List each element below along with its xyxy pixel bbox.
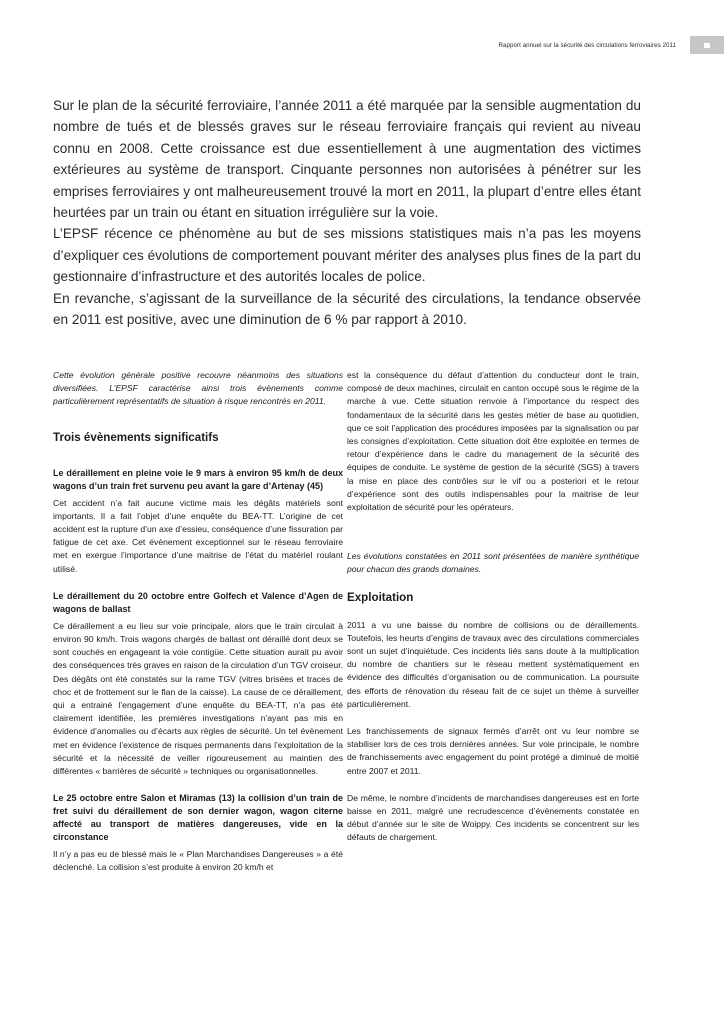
exploitation-paragraph: Les franchissements de signaux fermés d’arrêt ont vu leur nombre se stabiliser lors de ces trois dernières années. Sur voie principale, le nombre de franchissements avec engagement du point protégé a diminué de moitié entre 2007 et 2011. [347,726,639,776]
event-3-title: Le 25 octobre entre Salon et Miramas (13) la collision d’un train de fret suivi du déraillement de son dernier wagon, wagon citerne affecté au transport de matières dangereuses, vide en la circonstance [53,793,343,843]
running-header [498,36,724,54]
event-3-body: Il n’y a pas eu de blessé mais le « Plan Marchandises Dangereuses » a été déclenché. La collision s’est produite à environ 20 km/h et [53,849,343,873]
page-number [704,43,710,48]
intro-text [53,95,641,330]
left-lead: Cette évolution générale positive recouvre néanmoins des situations diversifiées. L’EPSF caractérise ainsi trois évènements comme particulièrement représentatifs de situation à risque rencontrés en 2011. [53,370,343,407]
section-title-exploitation: Exploitation [347,590,414,604]
right-lead: Les évolutions constatées en 2011 sont présentées de manière synthétique pour chacun des grands domaines. [347,551,639,575]
event-2-title: Le déraillement du 20 octobre entre Golfech et Valence d’Agen de wagons de ballast [53,590,343,614]
intro-paragraph: En revanche, s’agissant de la surveillance de la sécurité des circulations, la tendance observée en 2011 est positive, avec une diminution de 6 % par rapport à 2010. [53,290,641,328]
event-1-body: Cet accident n’a fait aucune victime mais les dégâts matériels sont importants. Il a fait l’objet d’une enquête du BEA-TT. L’origine de cet accident est la rupture d’un axe d’essieu, conséquence d’une fissuration par fatigue de cet axe. Cet évènement exceptionnel sur le réseau ferroviaire met en exergue l’importance d’une maitrise de l’état du matériel roulant utilisé. [53,497,343,574]
event-3-continuation: est la conséquence du défaut d’attention du conducteur dont le train, composé de deux machines, circulait en canton occupé sous le régime de la marche à vue. Cette situation renvoie à l’importance du respect des fondamentaux de la sécurité dans les gestes métier de base au quotidien, que ce soit l’application des procédures imposées par la signalisation ou par les consignes d’exploitation. Cette situation doit être exploitée en termes de retour d’expérience dans le cadre du management de la sécurité des équipes de conduite. Le système de gestion de la sécurité (SGS) à travers la mise en place des contrôles sur le vif ou a posteriori et le retour d’expérience sont des outils indispensables pour la maitrise de leur exploitation de sécurité pour les opérateurs. [347,370,639,513]
event-2-body: Ce déraillement a eu lieu sur voie principale, alors que le train circulait à environ 90 km/h. Trois wagons chargés de ballast ont déraillé dont deux se sont couchés en engageant la voie contigüe. Cette situation aurait pu avoir des conséquences très graves en raison de la circulation d’un TGV croiseur. Des dégâts ont été constatés sur la rame TGV (vitres brisées et traces de choc et de frottement sur le flan de la caisse). La cause de ce déraillement, qui a entrainé l’engagement d’une enquête du BEA-TT, n’a pas été clairement identifiée, les premières investigations n’ayant pas mis en évidence d’anomalies ou d’écarts aux règles de sécurité. Un tel évènement met en évidence l’existence de risques permanents dans l’exploitation de la sécurité et la nécessité de veiller rigoureusement au maintien des différentes « barrières de sécurité » techniques ou organisationnelles. [53,620,343,777]
left-column [53,369,343,875]
intro-paragraph: Sur le plan de la sécurité ferroviaire, l’année 2011 a été marquée par la sensible augmentation du nombre de tués et de blessés graves sur le réseau ferroviaire français qui revient au niveau connu en 2008. Cette croissance est due essentiellement à une augmentation des victimes extérieures au système de transport. Cinquante personnes non autorisées à pénétrer sur les emprises ferroviaires y ont malheureusement trouvé la mort en 2011, la plupart d’entre elles étant heurtées par un train ou étant en situation irrégulière sur la voie. [53,98,641,221]
exploitation-paragraph: De même, le nombre d’incidents de marchandises dangereuses est en forte baisse en 2011, malgré une recrudescence d’évènements constatée en début d’année sur le site de Woippy. Ces incidents se concentrent sur les défauts de chargement. [347,792,639,843]
exploitation-paragraph: 2011 a vu une baisse du nombre de collisions ou de déraillements. Toutefois, les heurts d’engins de travaux avec des circulations commerciales sont un sujet d’inquiétude. Ces incidents liés sans doute à la multiplication du nombre de chantiers sur le réseau mettent systématiquement en évidence des difficultés d’organisation ou de communication. La poursuite des efforts de rénovation du réseau fait de ce sujet un thème à surveiller particulièrement. [347,619,639,709]
event-1-title: Le déraillement en pleine voie le 9 mars à environ 95 km/h de deux wagons d’un train fret survenu peu avant la gare d’Artenay (45) [53,467,343,491]
right-column [347,369,639,845]
report-title: Rapport annuel sur la sécurité des circulations ferroviaires 2011 [498,41,676,49]
page-number-badge [690,36,724,54]
intro-paragraph: L’EPSF récence ce phénomène au but de ses missions statistiques mais n’a pas les moyens d’expliquer ces évolutions de comportement pouvant mériter des analyses plus fines de la part du gestionnaire d’infrastructure et des autorités locales de police. [53,226,641,285]
section-title-events: Trois évènements significatifs [53,430,219,444]
